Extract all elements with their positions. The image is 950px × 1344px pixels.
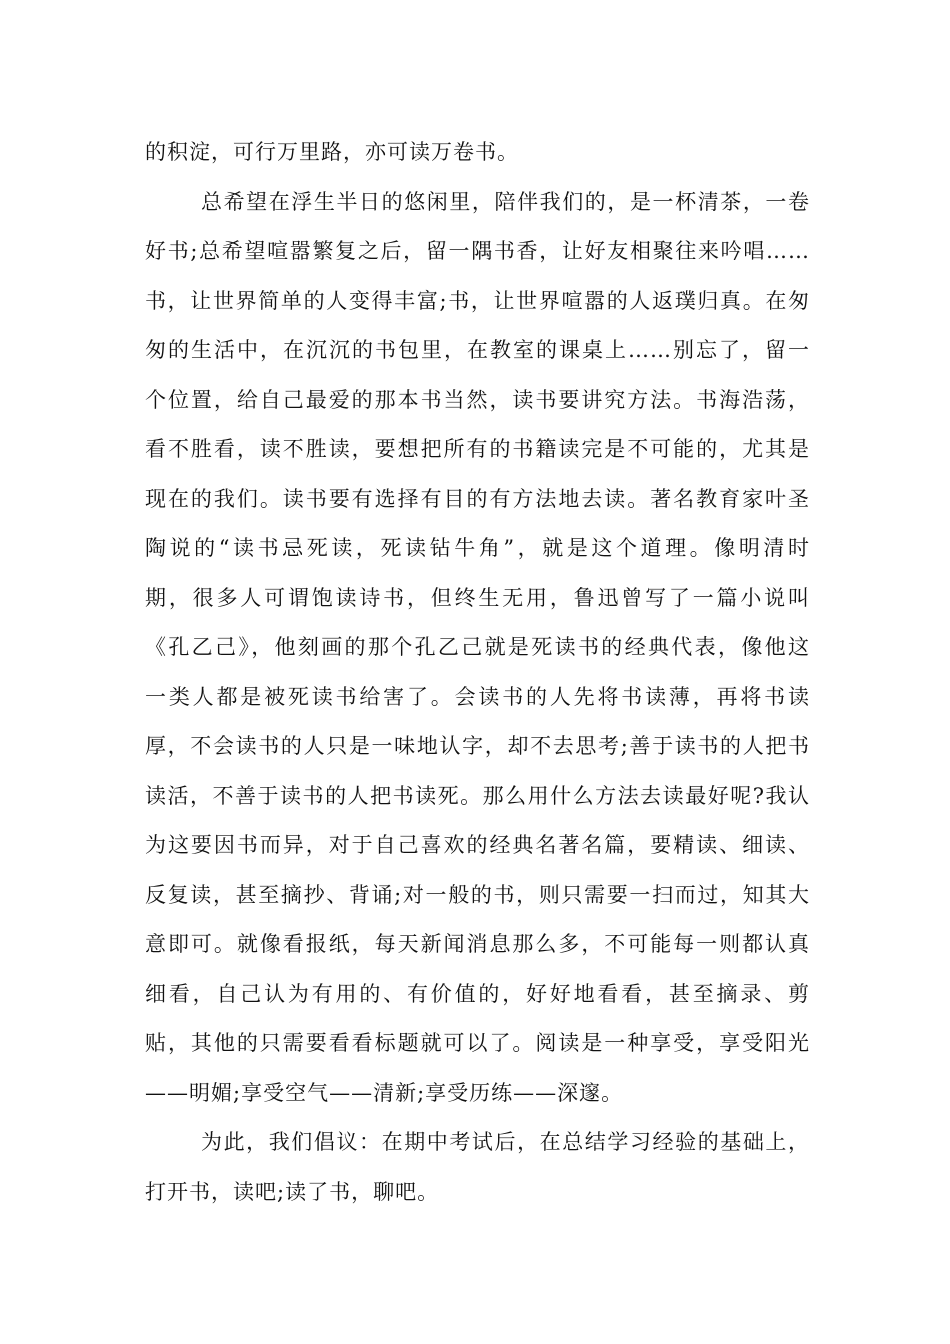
text-line: ——明媚;享受空气——清新;享受历练——深邃。: [145, 1080, 624, 1105]
text-line: 陶说的“读书忌死读，死读钻牛角”，就是这个道理。像明清时: [145, 536, 810, 560]
text-line: 厚，不会读书的人只是一味地认字，却不去思考;善于读书的人把书: [145, 734, 810, 758]
text-line: 为这要因书而异，对于自己喜欢的经典名著名篇，要精读、细读、: [145, 833, 810, 857]
text-line: 总希望在浮生半日的悠闲里，陪伴我们的，是一杯清茶，一卷: [201, 189, 810, 214]
text-line: 现在的我们。读书要有选择有目的有方法地去读。著名教育家叶圣: [145, 486, 810, 511]
text-line: 期，很多人可谓饱读诗书，但终生无用，鲁迅曾写了一篇小说叫: [145, 585, 810, 610]
text-line: 读活，不善于读书的人把书读死。那么用什么方法去读最好呢?我认: [145, 783, 810, 808]
text-line: 反复读，甚至摘抄、背诵;对一般的书，则只需要一扫而过，知其大: [145, 882, 810, 907]
text-line: 一类人都是被死读书给害了。会读书的人先将书读薄，再将书读: [145, 684, 810, 709]
text-line: 的积淀，可行万里路，亦可读万卷书。: [145, 140, 519, 164]
text-line: 为此，我们倡议：在期中考试后，在总结学习经验的基础上，: [201, 1130, 810, 1154]
text-line: 打开书，读吧;读了书，聊吧。: [145, 1179, 440, 1204]
text-line: 意即可。就像看报纸，每天新闻消息那么多，不可能每一则都认真: [145, 932, 810, 956]
text-line: 《孔乙己》，他刻画的那个孔乙己就是死读书的经典代表，像他这: [145, 635, 810, 659]
body-text: [145, 128, 810, 1217]
text-line: 细看，自己认为有用的、有价值的，好好地看看，甚至摘录、剪: [145, 981, 810, 1006]
text-line: 看不胜看，读不胜读，要想把所有的书籍读完是不可能的，尤其是: [145, 437, 810, 461]
text-line: 匆的生活中，在沉沉的书包里，在教室的课桌上……别忘了，留一: [145, 338, 810, 362]
text-line: 个位置，给自己最爱的那本书当然，读书要讲究方法。书海浩荡，: [145, 387, 810, 412]
text-line: 书，让世界简单的人变得丰富;书，让世界喧嚣的人返璞归真。在匆: [145, 288, 810, 313]
text-line: 好书;总希望喧嚣繁复之后，留一隅书香，让好友相聚往来吟唱……: [145, 239, 810, 263]
text-line: 贴，其他的只需要看看标题就可以了。阅读是一种享受，享受阳光: [145, 1031, 810, 1055]
